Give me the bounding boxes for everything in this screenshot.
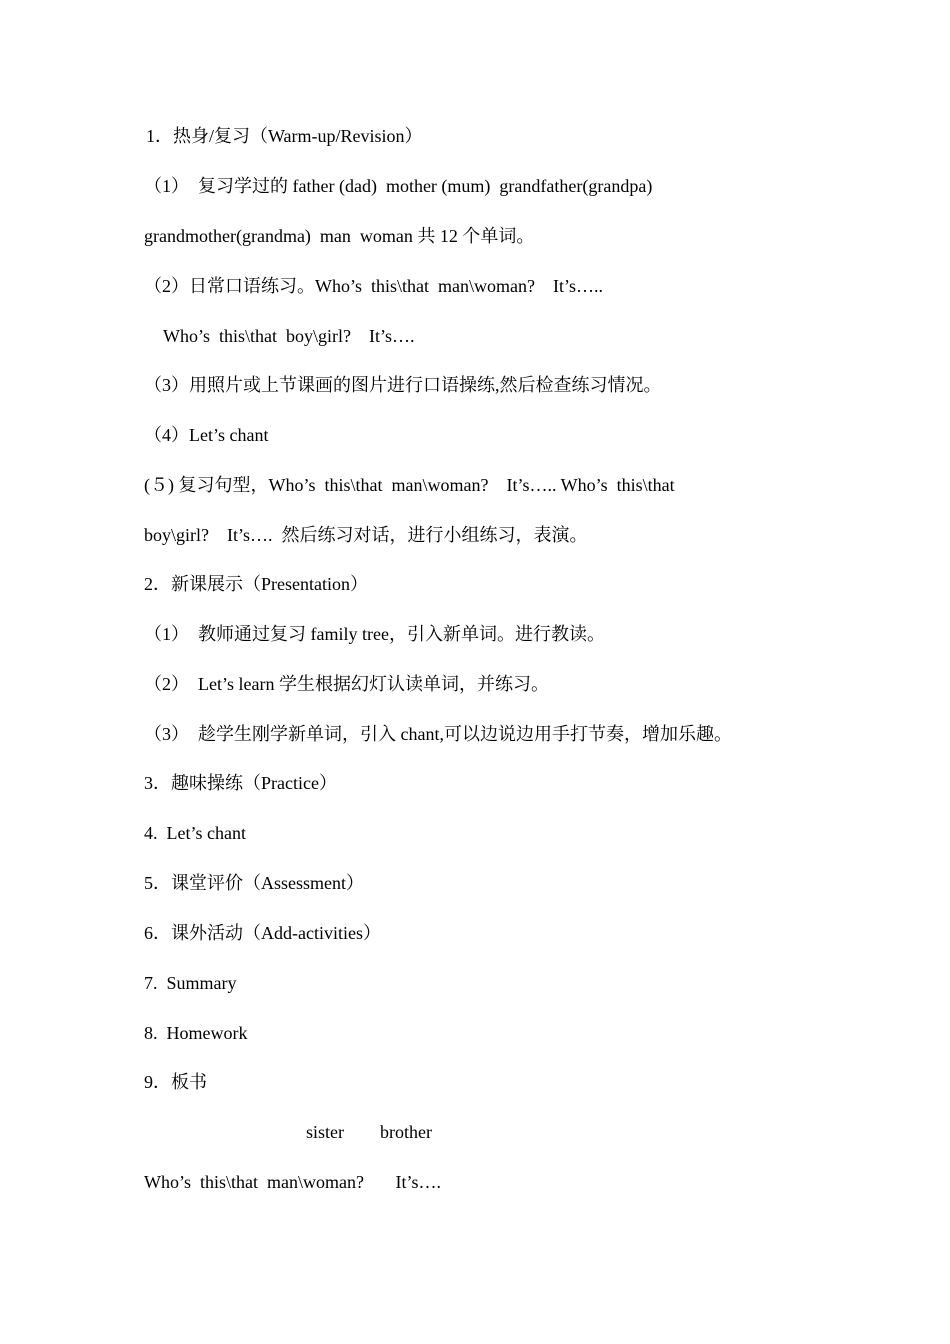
section-chant-heading: 4. Let’s chant xyxy=(144,823,246,843)
blackboard-sentence: Who’s this\that man\woman? It’s…. xyxy=(144,1172,441,1192)
warmup-item-1-line-2: grandmother(grandma) man woman 共 12 个单词。 xyxy=(144,226,535,246)
presentation-item-2: （2） Let’s learn 学生根据幻灯认读单词，并练习。 xyxy=(144,674,549,694)
section-warmup-heading: 1．热身/复习（Warm-up/Revision） xyxy=(146,126,423,146)
warmup-item-1-line-1: （1） 复习学过的 father (dad) mother (mum) grandfather(grandpa) xyxy=(144,176,653,196)
presentation-item-1: （1） 教师通过复习 family tree，引入新单词。进行教读。 xyxy=(144,624,605,644)
section-blackboard-heading: 9．板书 xyxy=(144,1072,207,1092)
warmup-item-4: （4）Let’s chant xyxy=(144,425,269,445)
section-presentation-heading: 2．新课展示（Presentation） xyxy=(144,574,368,594)
section-activities-heading: 6．课外活动（Add-activities） xyxy=(144,923,381,943)
warmup-item-3: （3）用照片或上节课画的图片进行口语操练,然后检查练习情况。 xyxy=(144,375,662,395)
warmup-item-2-line-2: Who’s this\that boy\girl? It’s…. xyxy=(163,326,415,346)
section-summary-heading: 7. Summary xyxy=(144,973,237,993)
section-homework-heading: 8. Homework xyxy=(144,1023,248,1043)
blackboard-words: sister brother xyxy=(306,1122,432,1142)
warmup-item-5-line-2: boy\girl? It’s…. 然后练习对话，进行小组练习，表演。 xyxy=(144,525,588,545)
presentation-item-3: （3） 趁学生刚学新单词，引入 chant,可以边说边用手打节奏，增加乐趣。 xyxy=(144,724,732,744)
section-assessment-heading: 5．课堂评价（Assessment） xyxy=(144,873,364,893)
warmup-item-5-line-1: (５) 复习句型，Who’s this\that man\woman? It’s….. Who’s this\that xyxy=(144,475,675,495)
warmup-item-2-line-1: （2）日常口语练习。Who’s this\that man\woman? It’s….. xyxy=(144,276,603,296)
section-practice-heading: 3．趣味操练（Practice） xyxy=(144,773,337,793)
